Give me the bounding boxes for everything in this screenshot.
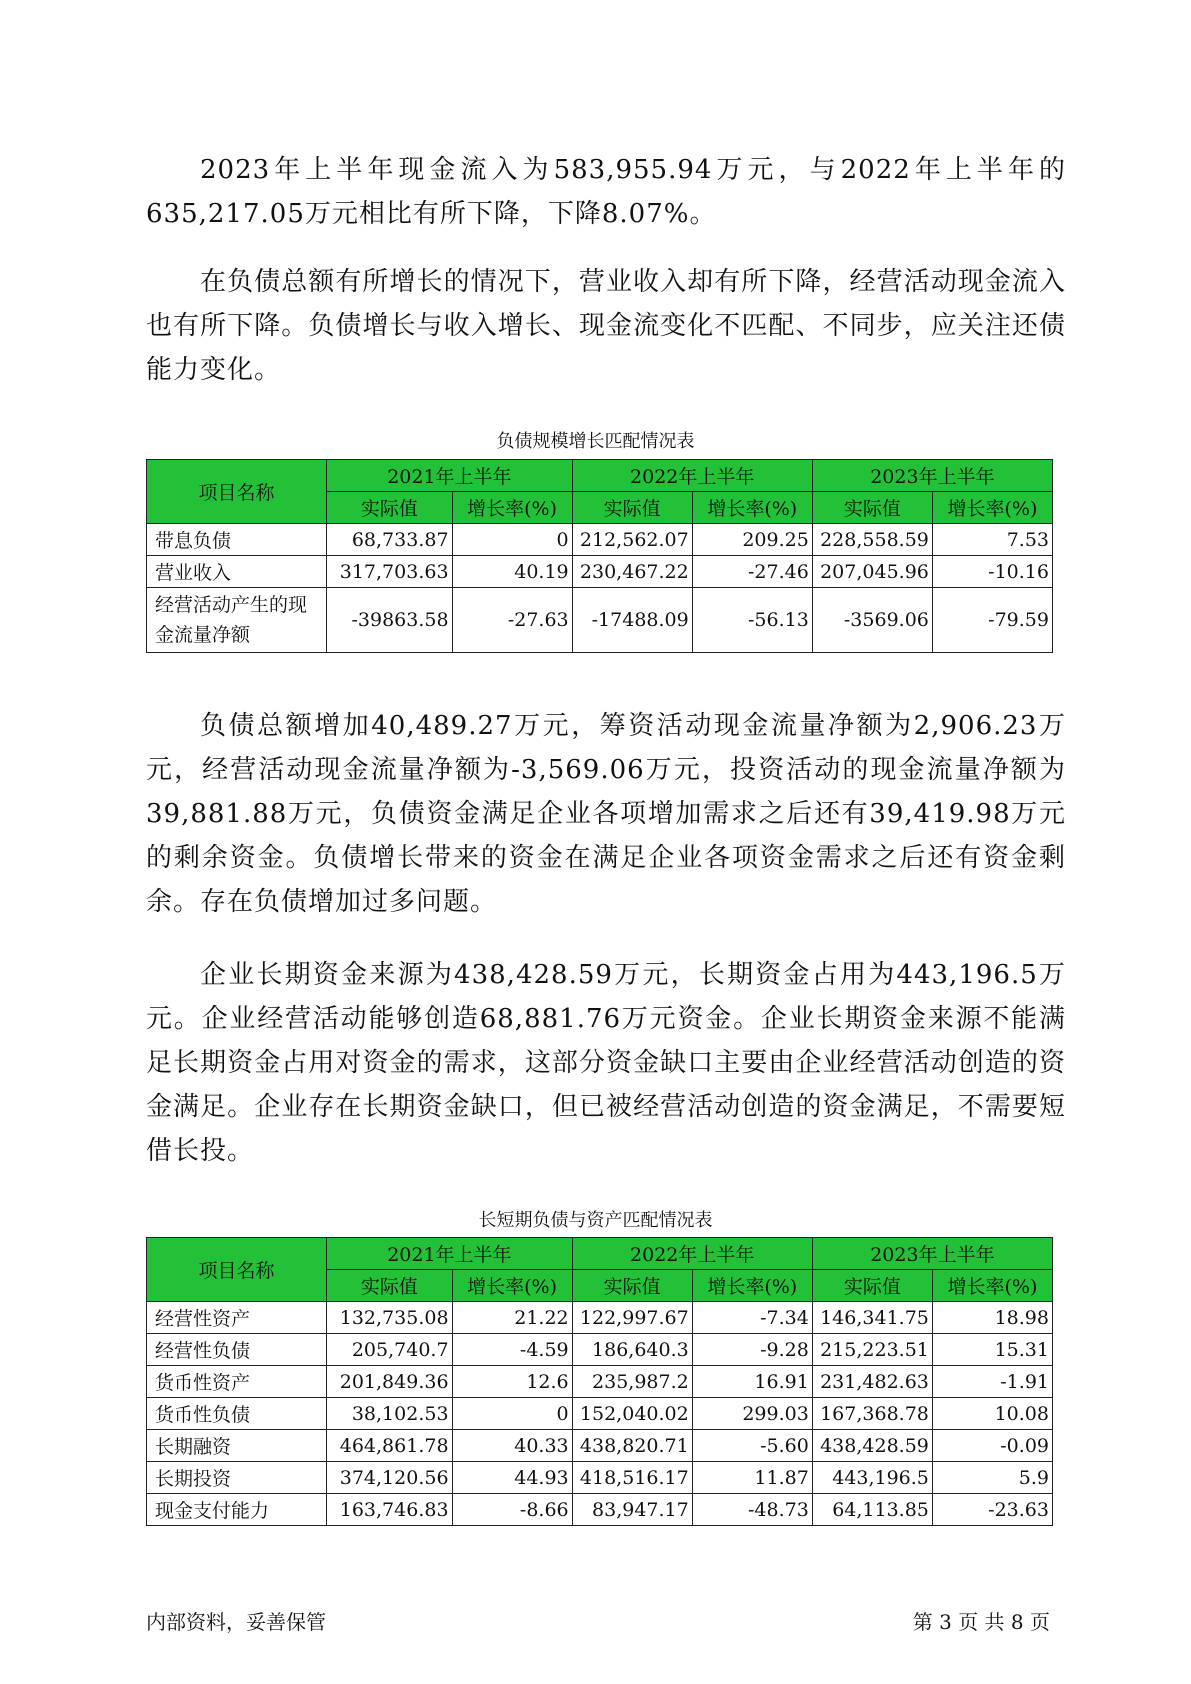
cell-growth-rate: -48.73: [692, 1494, 812, 1526]
row-label: 货币性负债: [147, 1398, 327, 1430]
header-actual: 实际值: [327, 1270, 452, 1302]
table-caption-maturity-match: 长短期负债与资产匹配情况表: [478, 1210, 713, 1231]
cell-actual-value: 207,045.96: [812, 556, 932, 588]
cell-actual-value: 132,735.08: [327, 1302, 452, 1334]
paragraph-cash-inflow: 2023年上半年现金流入为583,955.94万元，与2022年上半年的635,217.05万元相比有所下降，下降8.07%。: [146, 155, 1066, 229]
cell-growth-rate: -0.09: [932, 1430, 1052, 1462]
row-label: 长期融资: [147, 1430, 327, 1462]
cell-growth-rate: -9.28: [692, 1334, 812, 1366]
row-label: 经营性负债: [147, 1334, 327, 1366]
header-actual: 实际值: [812, 492, 932, 524]
cell-actual-value: 317,703.63: [327, 556, 452, 588]
cell-growth-rate: 21.22: [452, 1302, 572, 1334]
cell-actual-value: 163,746.83: [327, 1494, 452, 1526]
header-growth: 增长率(%): [452, 492, 572, 524]
header-period: 2021年上半年: [327, 1238, 573, 1270]
cell-growth-rate: -1.91: [932, 1366, 1052, 1398]
row-label: 现金支付能力: [147, 1494, 327, 1526]
header-growth: 增长率(%): [452, 1270, 572, 1302]
cell-actual-value: 231,482.63: [812, 1366, 932, 1398]
cell-actual-value: 146,341.75: [812, 1302, 932, 1334]
cell-growth-rate: 0: [452, 1398, 572, 1430]
cell-growth-rate: 7.53: [932, 524, 1052, 556]
cell-growth-rate: -7.34: [692, 1302, 812, 1334]
cell-actual-value: 83,947.17: [572, 1494, 692, 1526]
cell-actual-value: 68,733.87: [327, 524, 452, 556]
cell-actual-value: 122,997.67: [572, 1302, 692, 1334]
row-label: 经营活动产生的现金流量净额: [147, 588, 327, 653]
footer-page-number: 第 3 页 共 8 页: [912, 1610, 1050, 1634]
cell-growth-rate: 40.33: [452, 1430, 572, 1462]
table-maturity-match: [146, 1237, 1053, 1526]
cell-actual-value: 167,368.78: [812, 1398, 932, 1430]
cell-growth-rate: 12.6: [452, 1366, 572, 1398]
cell-growth-rate: 11.87: [692, 1462, 812, 1494]
table-row: [147, 1430, 1053, 1462]
cell-growth-rate: -27.63: [452, 588, 572, 653]
cell-growth-rate: 0: [452, 524, 572, 556]
cell-growth-rate: 16.91: [692, 1366, 812, 1398]
cell-growth-rate: -56.13: [692, 588, 812, 653]
cell-growth-rate: -79.59: [932, 588, 1052, 653]
cell-actual-value: 235,987.2: [572, 1366, 692, 1398]
cell-growth-rate: -23.63: [932, 1494, 1052, 1526]
header-period: 2021年上半年: [327, 460, 573, 492]
cell-growth-rate: -4.59: [452, 1334, 572, 1366]
table-row: [147, 1366, 1053, 1398]
table-row: [147, 1462, 1053, 1494]
table-row: [147, 1334, 1053, 1366]
cell-actual-value: 438,428.59: [812, 1430, 932, 1462]
cell-growth-rate: 44.93: [452, 1462, 572, 1494]
cell-actual-value: 228,558.59: [812, 524, 932, 556]
cell-actual-value: 64,113.85: [812, 1494, 932, 1526]
cell-actual-value: 438,820.71: [572, 1430, 692, 1462]
cell-actual-value: 418,516.17: [572, 1462, 692, 1494]
cell-actual-value: 215,223.51: [812, 1334, 932, 1366]
paragraph-debt-mismatch: 在负债总额有所增长的情况下，营业收入却有所下降，经营活动现金流入也有所下降。负债增长与收入增长、现金流变化不匹配、不同步，应关注还债能力变化。: [146, 267, 1066, 385]
table-caption-debt-growth: 负债规模增长匹配情况表: [496, 431, 695, 452]
cell-actual-value: 230,467.22: [572, 556, 692, 588]
cell-actual-value: 464,861.78: [327, 1430, 452, 1462]
cell-actual-value: 212,562.07: [572, 524, 692, 556]
cell-actual-value: 201,849.36: [327, 1366, 452, 1398]
header-growth: 增长率(%): [692, 1270, 812, 1302]
cell-growth-rate: 10.08: [932, 1398, 1052, 1430]
header-actual: 实际值: [812, 1270, 932, 1302]
row-label: 长期投资: [147, 1462, 327, 1494]
table-row: [147, 588, 1053, 653]
cell-growth-rate: -10.16: [932, 556, 1052, 588]
cell-actual-value: 152,040.02: [572, 1398, 692, 1430]
cell-actual-value: 205,740.7: [327, 1334, 452, 1366]
header-item-name: 项目名称: [147, 1238, 327, 1302]
cell-actual-value: 38,102.53: [327, 1398, 452, 1430]
cell-growth-rate: 18.98: [932, 1302, 1052, 1334]
footer-confidential-note: 内部资料，妥善保管: [146, 1610, 326, 1634]
table-row: [147, 524, 1053, 556]
header-growth: 增长率(%): [932, 492, 1052, 524]
table-row: [147, 1398, 1053, 1430]
cell-growth-rate: 209.25: [692, 524, 812, 556]
header-actual: 实际值: [572, 492, 692, 524]
header-growth: 增长率(%): [932, 1270, 1052, 1302]
cell-growth-rate: -5.60: [692, 1430, 812, 1462]
header-actual: 实际值: [327, 492, 452, 524]
cell-actual-value: -3569.06: [812, 588, 932, 653]
cell-growth-rate: 40.19: [452, 556, 572, 588]
cell-growth-rate: -27.46: [692, 556, 812, 588]
header-item-name: 项目名称: [147, 460, 327, 524]
cell-actual-value: 186,640.3: [572, 1334, 692, 1366]
header-period: 2023年上半年: [812, 1238, 1052, 1270]
cell-growth-rate: -8.66: [452, 1494, 572, 1526]
paragraph-debt-surplus: 负债总额增加40,489.27万元，筹资活动现金流量净额为2,906.23万元，经营活动现金流量净额为-3,569.06万元，投资活动的现金流量净额为39,881.88万元，负债资金满足企业各项增加需求之后还有39,419.98万元的剩余资金。负债增长带来的资金在满足企业各项资金需求之后还有资金剩余。存在负债增加过多问题。: [146, 711, 1066, 917]
table-row: [147, 1302, 1053, 1334]
header-growth: 增长率(%): [692, 492, 812, 524]
paragraph-long-term-funds: 企业长期资金来源为438,428.59万元，长期资金占用为443,196.5万元。企业经营活动能够创造68,881.76万元资金。企业长期资金来源不能满足长期资金占用对资金的需求，这部分资金缺口主要由企业经营活动创造的资金满足。企业存在长期资金缺口，但已被经营活动创造的资金满足，不需要短借长投。: [146, 960, 1066, 1166]
table-debt-growth: [146, 459, 1053, 653]
header-actual: 实际值: [572, 1270, 692, 1302]
header-period: 2022年上半年: [572, 460, 812, 492]
cell-actual-value: 443,196.5: [812, 1462, 932, 1494]
header-period: 2023年上半年: [812, 460, 1052, 492]
table-row: [147, 556, 1053, 588]
row-label: 经营性资产: [147, 1302, 327, 1334]
cell-actual-value: 374,120.56: [327, 1462, 452, 1494]
cell-actual-value: -17488.09: [572, 588, 692, 653]
header-period: 2022年上半年: [572, 1238, 812, 1270]
row-label: 营业收入: [147, 556, 327, 588]
row-label: 货币性资产: [147, 1366, 327, 1398]
cell-growth-rate: 299.03: [692, 1398, 812, 1430]
row-label: 带息负债: [147, 524, 327, 556]
table-row: [147, 1494, 1053, 1526]
cell-growth-rate: 15.31: [932, 1334, 1052, 1366]
cell-growth-rate: 5.9: [932, 1462, 1052, 1494]
cell-actual-value: -39863.58: [327, 588, 452, 653]
